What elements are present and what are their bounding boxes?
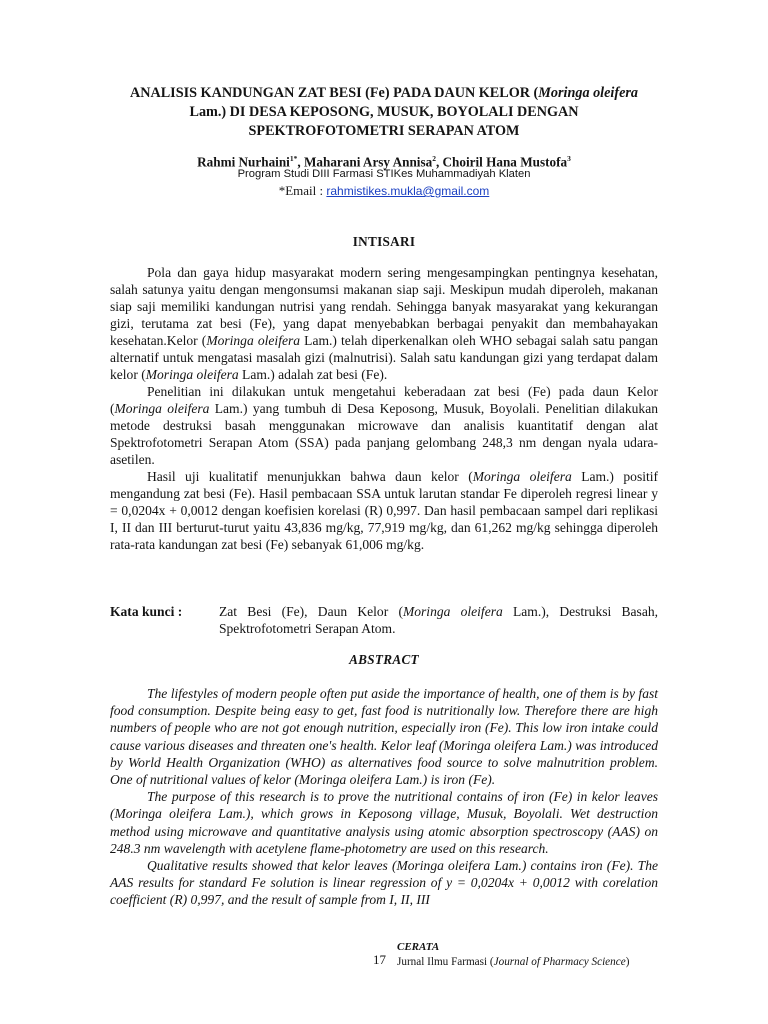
- author-2-affil-mark: 2: [432, 154, 436, 163]
- author-1: Rahmi Nurhaini: [197, 154, 290, 170]
- intisari-p2-species: Moringa oleifera: [114, 401, 210, 416]
- page-number: 17: [373, 952, 386, 967]
- paper-title: [110, 84, 658, 141]
- intisari-p1-text-a: Pola dan gaya hidup masyarakat modern sering mengesampingkan pentingnya kesehatan, salah satunya yaitu dengan mengonsumsi makanan siap saji. Meskipun mudah diperoleh, makanan siap saji memiliki kandungan nutrisi yang rendah. Sehingga banyak masyarakat yang kekurangan gizi, terutama zat besi (Fe), yang dapat menyebabkan berbagai penyakit dan membahayakan kesehatan.Kelor (: [110, 265, 658, 348]
- intisari-p1-species-1: Moringa oleifera: [206, 333, 301, 348]
- keywords-label: Kata kunci :: [110, 604, 183, 619]
- keywords-text-a: Zat Besi (Fe), Daun Kelor (: [219, 604, 403, 619]
- intisari-paragraph-1: [110, 264, 658, 383]
- author-3: , Choiril Hana Mustofa: [435, 154, 568, 170]
- intisari-p2-text-b: Lam.) yang tumbuh di Desa Keposong, Musuk, Boyolali. Penelitian dilakukan metode destruksi basah menggunakan microwave dan analisis kuantitatif dengan alat Spektrofotometri Serapan Atom (SSA) pada panjang gelombang 248,3 nm dengan nyala udara-asetilen.: [110, 401, 658, 467]
- journal-name-text: Jurnal Ilmu Farmasi (: [397, 956, 494, 968]
- title-species: Moringa oleifera: [538, 85, 639, 101]
- journal-brand: CERATA: [397, 941, 440, 953]
- intisari-paragraph-2: [110, 383, 658, 468]
- email-link[interactable]: rahmistikes.mukla@gmail.com: [326, 184, 490, 198]
- affiliation: Program Studi DIII Farmasi STIKes Muhammadiyah Klaten: [237, 168, 531, 180]
- journal-name-english: Journal of Pharmacy Science: [493, 956, 626, 968]
- author-2: , Maharani Arsy Annisa: [297, 154, 433, 170]
- email-label: *Email :: [278, 183, 327, 198]
- intisari-p1-text-b: Lam.) telah diperkenalkan oleh WHO sebagai salah satu pangan alternatif untuk mengatasi masalah gizi (malnutrisi). Salah satu kandungan gizi yang terdapat dalam kelor (: [110, 333, 658, 382]
- intisari-body: [110, 264, 658, 553]
- keywords-text-b: Lam.), Destruksi Basah, Spektrofotometri Serapan Atom.: [219, 604, 658, 636]
- keywords-species: Moringa oleifera: [402, 604, 503, 619]
- email-line: [110, 182, 658, 200]
- intisari-p1-text-c: Lam.) adalah zat besi (Fe).: [238, 367, 388, 382]
- author-1-affil-mark: 1*: [289, 154, 298, 163]
- journal-name-close: ): [625, 956, 630, 968]
- title-text-2: Lam.) DI DESA KEPOSONG, MUSUK, BOYOLALI DENGAN SPEKTROFOTOMETRI SERAPAN ATOM: [189, 104, 579, 139]
- title-text-1: ANALISIS KANDUNGAN ZAT BESI (Fe) PADA DAUN KELOR (: [129, 85, 539, 101]
- author-3-affil-mark: 3: [567, 154, 571, 163]
- abstract-body: [110, 685, 658, 909]
- intisari-p3-text-b: Lam.) positif mengandung zat besi (Fe). Hasil pembacaan SSA untuk larutan standar Fe diperoleh regresi linear y = 0,0204x + 0,0012 dengan koefisien korelasi (R) 0,997. Dan hasil pembacaan sampel dari replikasi I, II dan III berturut-turut yaitu 43,836 mg/kg, 77,919 mg/kg, dan 61,262 mg/kg sehingga diperoleh rata-rata kandungan zat besi (Fe) sebanyak 61,006 mg/kg.: [110, 469, 659, 552]
- intisari-paragraph-3: [110, 468, 658, 553]
- keywords-text: [219, 603, 658, 637]
- abstract-paragraph-2: The purpose of this research is to prove the nutritional contains of iron (Fe) in kelor leaves (Moringa oleifera Lam.), which grows in Keposong village, Musuk, Boyolali. Wet destruction method using microwave and quantitative analysis using atomic absorption spectroscopy (AAS) on 248.3 nm wavelength with acetylene flame-photometry are used on this research.: [110, 789, 658, 856]
- abstract-heading: ABSTRACT: [349, 652, 419, 667]
- intisari-p3-species: Moringa oleifera: [472, 469, 572, 484]
- abstract-paragraph-3: Qualitative results showed that kelor leaves (Moringa oleifera Lam.) contains iron (Fe). The AAS results for standard Fe solution is linear regression of y = 0,0204x + 0,0012 with corelation coefficient (R) 0,997, and the result of sample from I, II, III: [110, 858, 658, 908]
- intisari-p3-text-a: Hasil uji kualitatif menunjukkan bahwa daun kelor (: [147, 469, 473, 484]
- intisari-p2-text-a: Penelitian ini dilakukan untuk mengetahui keberadaan zat besi (Fe) pada daun Kelor (: [110, 384, 658, 416]
- abstract-paragraph-1: The lifestyles of modern people often put aside the importance of health, one of them is by fast food consumption. Despite being easy to get, fast food is nutritionally low. Therefore there are high numbers of people who are not got enough nutrition, especially iron (Fe). This low iron intake could cause various diseases and threaten one's health. Kelor leaf (Moringa oleifera Lam.) was introduced by World Health Organization (WHO) as alternatives food source to solve malnutrition problem. One of nutritional values of kelor (Moringa oleifera Lam.) is iron (Fe).: [110, 686, 658, 788]
- intisari-heading: INTISARI: [352, 234, 416, 249]
- journal-name: [397, 956, 629, 968]
- intisari-p1-species-2: Moringa oleifera: [145, 367, 239, 382]
